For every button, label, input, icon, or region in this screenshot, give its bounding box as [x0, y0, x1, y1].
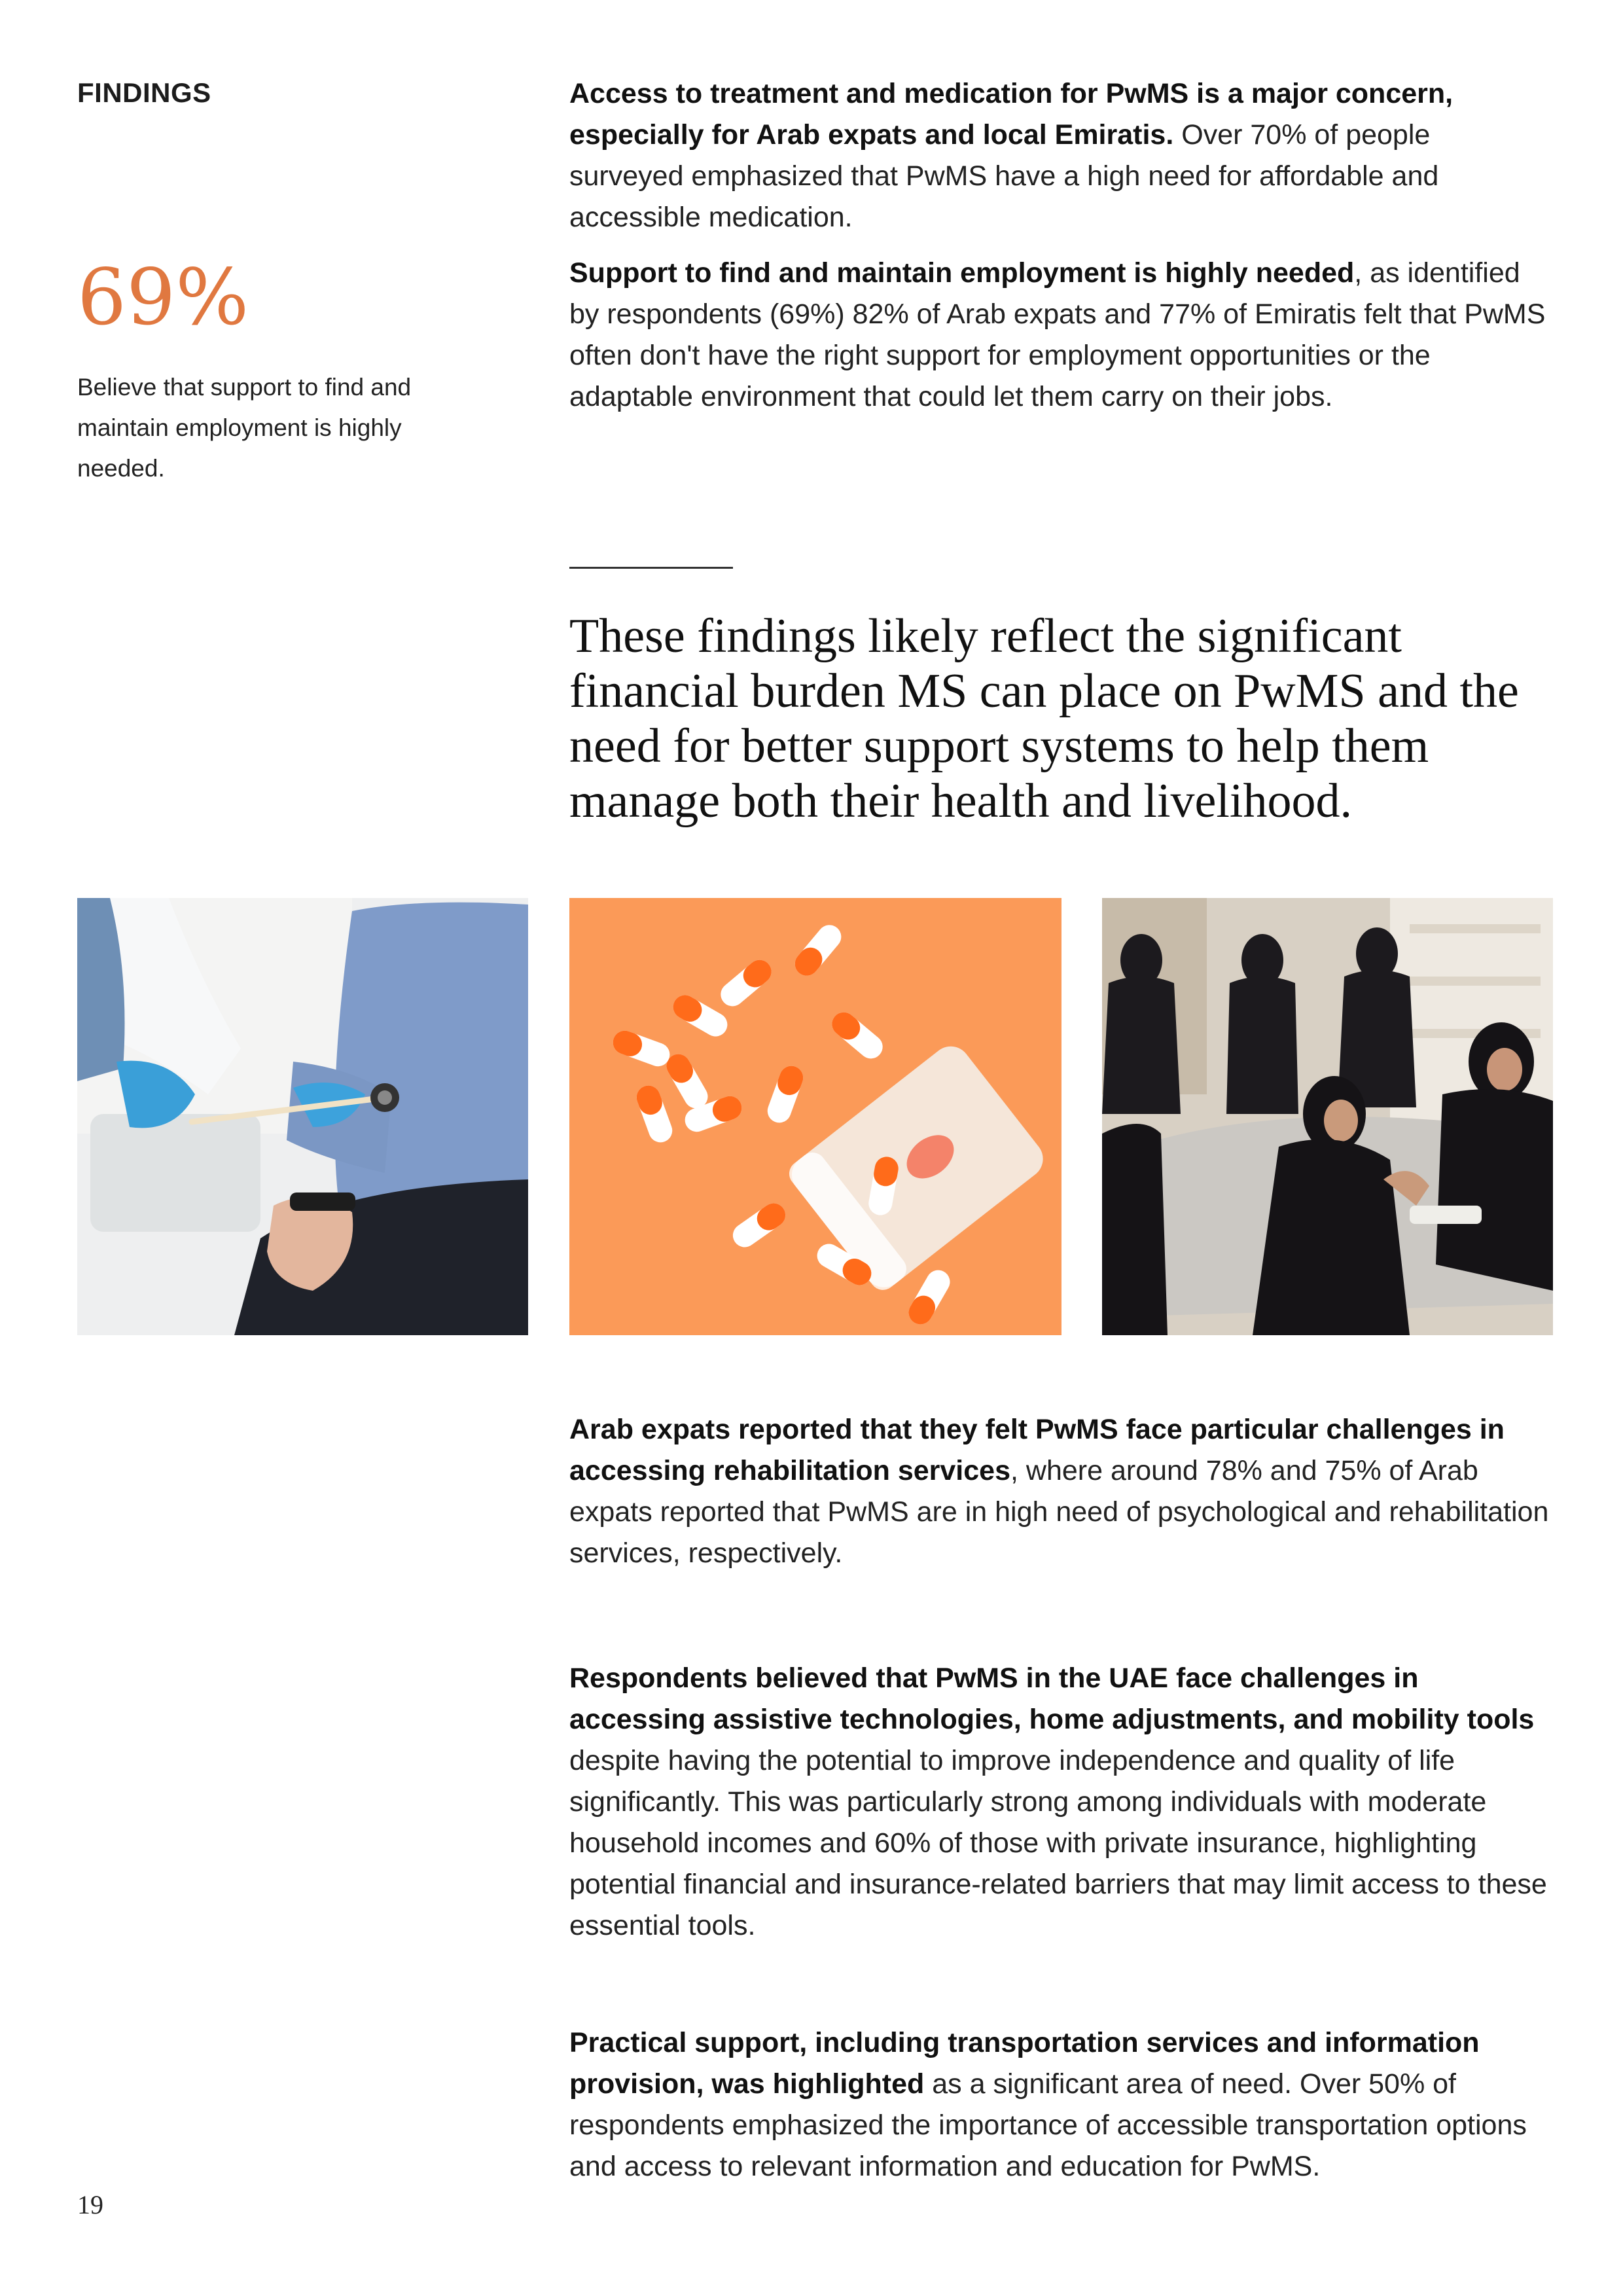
assistive-paragraph	[569, 1658, 1551, 1961]
practical-text	[569, 2022, 1551, 2187]
assistive-lead: Respondents believed that PwMS in the UAE face challenges in accessing assistive technologies, home adjustments, and mobility tools	[569, 1662, 1535, 1735]
stat-caption: Believe that support to find and maintain employment is highly needed.	[77, 374, 412, 482]
access-lead: Access to treatment and medication for PwMS is a major concern, especially for Arab expats and local Emiratis.	[569, 78, 1454, 151]
women-discussion-group-photo	[1102, 898, 1553, 1335]
rehab-body: , where around 78% and 75% of Arab expats reported that PwMS are in high need of psychological and rehabilitation services, respectively.	[569, 1455, 1549, 1569]
practical-body: as a significant area of need. Over 50% of respondents emphasized the importance of accessible transportation options and access to relevant information and education for PwMS.	[569, 2068, 1527, 2182]
spilled-capsules-photo	[569, 898, 1061, 1335]
page-number: 19	[77, 2190, 103, 2219]
rehab-lead: Arab expats reported that they felt PwMS face particular challenges in accessing rehabilitation services	[569, 1414, 1505, 1486]
assistive-text	[569, 1658, 1551, 1946]
employment-lead: Support to find and maintain employment is highly needed	[569, 257, 1355, 289]
practical-paragraph	[569, 2022, 1551, 2202]
intro-paragraphs	[569, 73, 1551, 432]
stat-value: 69%	[77, 252, 249, 342]
quote-divider	[569, 567, 733, 569]
employment-body: , as identified by respondents (69%) 82% of Arab expats and 77% of Emiratis felt that PwMS often don't have the right support for employment opportunities or the adaptable environment that could let them carry on their jobs.	[569, 257, 1546, 412]
stat-callout	[77, 252, 418, 489]
access-body: Over 70% of people surveyed emphasized that PwMS have a high need for affordable and accessible medication.	[569, 119, 1439, 233]
assistive-body: despite having the potential to improve independence and quality of life significantly. This was particularly strong among individuals with moderate household incomes and 60% of those with private insurance, highlighting potential financial and insurance-related barriers that may limit access to these essential tools.	[569, 1745, 1547, 1941]
section-label: FINDINGS	[77, 77, 211, 108]
practical-lead: Practical support, including transportation services and information provision, was highlighted	[569, 2027, 1480, 2100]
pull-quote: These findings likely reflect the significant financial burden MS can place on PwMS and the need for better support systems to help them manage both their health and livelihood.	[569, 609, 1519, 828]
access-paragraph	[569, 73, 1551, 238]
reflex-hammer-exam-photo	[77, 898, 528, 1335]
rehab-text	[569, 1409, 1551, 1574]
rehab-paragraph	[569, 1409, 1551, 1588]
employment-paragraph	[569, 253, 1551, 418]
